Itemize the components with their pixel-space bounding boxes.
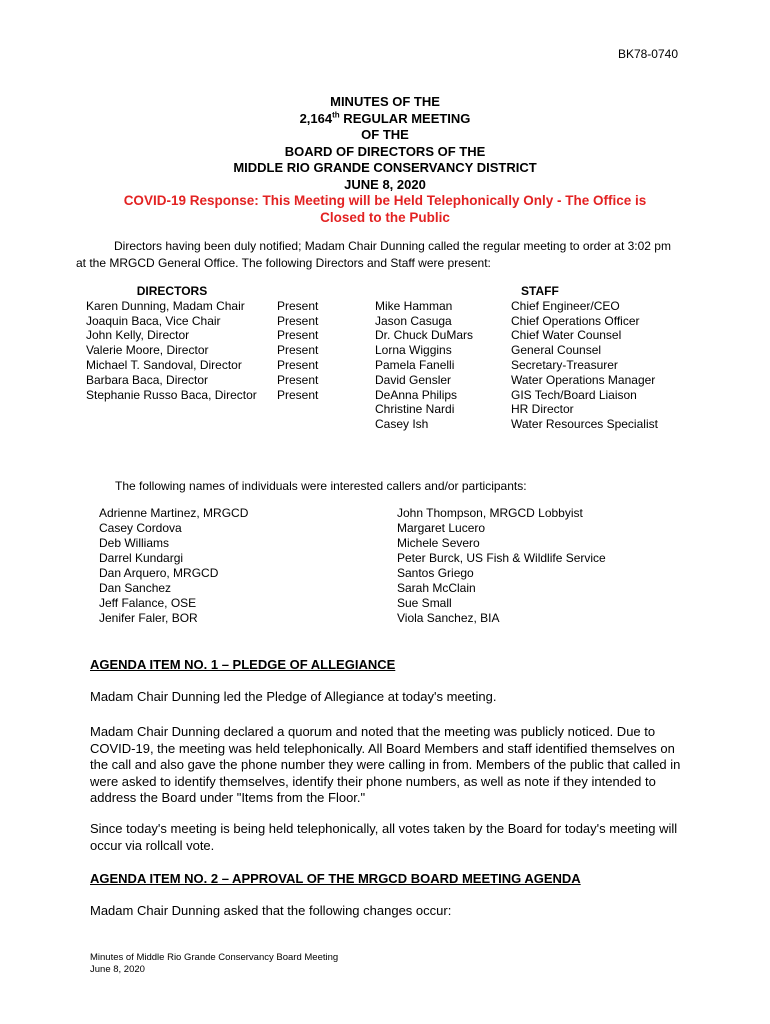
participant-name: Michele Severo	[397, 536, 480, 550]
footer-line: June 8, 2020	[90, 964, 145, 975]
title-block	[0, 94, 770, 226]
title-line: MIDDLE RIO GRANDE CONSERVANCY DISTRICT	[233, 160, 537, 175]
participant-name: Adrienne Martinez, MRGCD	[99, 506, 249, 520]
participant-name: Margaret Lucero	[397, 521, 486, 535]
staff-name: David Gensler	[375, 372, 452, 387]
participant-name: Darrel Kundargi	[99, 551, 184, 565]
director-status: Present	[277, 343, 319, 358]
participants-right-column	[397, 506, 606, 626]
participant-name: Casey Cordova	[99, 521, 182, 535]
director-name: Stephanie Russo Baca, Director	[86, 387, 257, 402]
staff-name-column	[375, 299, 473, 432]
participant-name: Deb Williams	[99, 536, 170, 550]
ordinal-suffix: th	[332, 110, 340, 120]
title-line: MINUTES OF THE	[330, 94, 440, 109]
meeting-number: 2,164	[299, 110, 333, 126]
participant-name: Sarah McClain	[397, 581, 476, 595]
staff-name: Casey Ish	[375, 417, 429, 432]
meeting-date: JUNE 8, 2020	[344, 176, 426, 192]
participant-name: Jeff Falance, OSE	[99, 596, 197, 610]
participant-name: Sue Small	[397, 596, 452, 610]
staff-name: Dr. Chuck DuMars	[375, 328, 474, 343]
participant-name: Viola Sanchez, BIA	[397, 611, 500, 625]
staff-title: GIS Tech/Board Liaison	[511, 387, 637, 402]
director-status: Present	[277, 313, 319, 328]
agenda-1-paragraph-votes: Since today's meeting is being held telephonically, all votes taken by the Board for today's meeting will occur via rollcall vote.	[90, 821, 678, 853]
staff-title: General Counsel	[511, 343, 602, 358]
director-status-column	[277, 299, 318, 403]
covid-notice: COVID-19 Response: This Meeting will be Held Telephonically Only - The Office is	[123, 193, 647, 208]
staff-title: Water Operations Manager	[511, 372, 656, 387]
staff-heading: STAFF	[521, 284, 559, 298]
document-id: BK78-0740	[617, 47, 678, 61]
page-footer	[90, 952, 338, 976]
staff-title: Chief Engineer/CEO	[511, 298, 620, 313]
participant-name: Dan Sanchez	[99, 581, 172, 595]
staff-title: Water Resources Specialist	[511, 417, 658, 432]
title-line: OF THE	[361, 127, 409, 142]
staff-title-column	[511, 284, 658, 432]
agenda-1-paragraph-quorum: Madam Chair Dunning declared a quorum and noted that the meeting was publicly noticed. Due to COVID-19, the meeting was held telephonically. All Board Members and staff identified themselves on the call and also gave the phone number they were calling in from. Members of the public that called in were asked to identify themselves, identify their phone numbers, as well as note if they intended to address the Board under "Items from the Floor."	[90, 724, 681, 805]
staff-name: Christine Nardi	[375, 402, 455, 417]
footer-line: Minutes of Middle Rio Grande Conservancy Board Meeting	[90, 952, 339, 963]
director-status: Present	[277, 372, 319, 387]
director-name: Michael T. Sandoval, Director	[86, 357, 242, 372]
intro-paragraph: Directors having been duly notified; Madam Chair Dunning called the regular meeting to order at 3:02 pm at the MRGCD General Office. The following Directors and Staff were present:	[76, 239, 671, 270]
directors-column	[86, 284, 258, 402]
director-status: Present	[277, 328, 319, 343]
title-line	[0, 111, 770, 128]
agenda-item-1-heading: AGENDA ITEM NO. 1 – PLEDGE OF ALLEGIANCE	[90, 657, 396, 672]
participants-left-column	[99, 506, 248, 626]
director-status: Present	[277, 387, 319, 402]
agenda-item-2-heading: AGENDA ITEM NO. 2 – APPROVAL OF THE MRGCD BOARD MEETING AGENDA	[90, 871, 581, 886]
director-name: Valerie Moore, Director	[86, 343, 209, 358]
participant-name: Dan Arquero, MRGCD	[99, 566, 219, 580]
director-name: Barbara Baca, Director	[86, 372, 209, 387]
staff-name: Lorna Wiggins	[375, 343, 452, 358]
meeting-type: REGULAR MEETING	[339, 110, 471, 126]
participant-name: Peter Burck, US Fish & Wildlife Service	[397, 551, 606, 565]
agenda-2-paragraph: Madam Chair Dunning asked that the following changes occur:	[90, 903, 452, 918]
participant-name: Jenifer Faler, BOR	[99, 611, 198, 625]
director-name: Karen Dunning, Madam Chair	[86, 298, 245, 313]
staff-title: Chief Operations Officer	[511, 313, 640, 328]
staff-title: Secretary-Treasurer	[511, 357, 618, 372]
covid-notice: Closed to the Public	[320, 209, 450, 225]
staff-name: DeAnna Philips	[375, 387, 458, 402]
director-name: Joaquin Baca, Vice Chair	[86, 313, 221, 328]
agenda-1-paragraph-pledge: Madam Chair Dunning led the Pledge of Allegiance at today's meeting.	[90, 689, 497, 704]
directors-heading: DIRECTORS	[136, 284, 208, 298]
participants-intro: The following names of individuals were interested callers and/or participants:	[115, 479, 527, 493]
staff-name: Pamela Fanelli	[375, 357, 455, 372]
staff-title: HR Director	[511, 402, 574, 417]
director-status: Present	[277, 357, 319, 372]
staff-name: Mike Hamman	[375, 298, 453, 313]
title-line: BOARD OF DIRECTORS OF THE	[284, 143, 486, 159]
staff-title: Chief Water Counsel	[511, 328, 622, 343]
staff-name: Jason Casuga	[375, 313, 452, 328]
director-status: Present	[277, 298, 319, 313]
director-name: John Kelly, Director	[86, 328, 190, 343]
participant-name: John Thompson, MRGCD Lobbyist	[397, 506, 583, 520]
participant-name: Santos Griego	[397, 566, 474, 580]
